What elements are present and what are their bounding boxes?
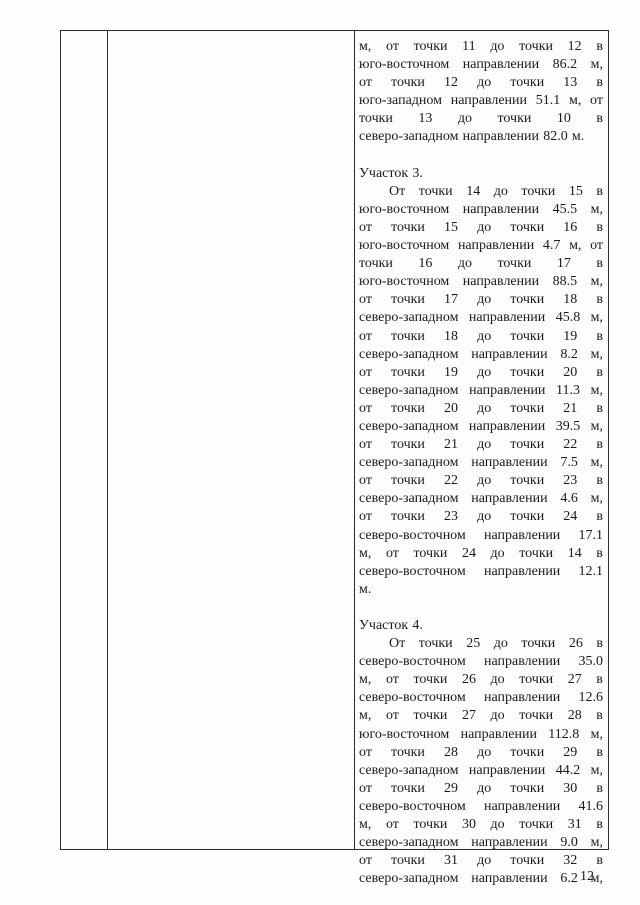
word: до bbox=[477, 744, 492, 760]
text-line bbox=[359, 563, 603, 581]
word: 28 bbox=[444, 744, 458, 760]
word: направлении bbox=[462, 57, 540, 73]
word: точки bbox=[413, 708, 448, 724]
word: 12 bbox=[444, 75, 458, 91]
word: 88.5 bbox=[552, 274, 578, 290]
text-line bbox=[359, 346, 603, 364]
word: 13 bbox=[418, 111, 433, 127]
word: м, bbox=[359, 672, 372, 688]
table-column-divider-2 bbox=[354, 31, 355, 849]
word: точки bbox=[391, 292, 425, 308]
text-line bbox=[359, 273, 603, 291]
text-line bbox=[359, 74, 603, 92]
word: точки bbox=[391, 473, 425, 489]
word: 39.5 bbox=[555, 418, 581, 434]
word: м, bbox=[590, 835, 603, 851]
word: 23 bbox=[563, 473, 578, 489]
word: 29 bbox=[563, 744, 578, 760]
word: точки bbox=[391, 75, 425, 91]
text-line bbox=[359, 436, 603, 454]
text-line bbox=[359, 653, 603, 671]
word: 10 bbox=[556, 111, 571, 127]
word: точки bbox=[510, 292, 545, 308]
word: в bbox=[596, 75, 603, 91]
word: 6.2 bbox=[560, 871, 578, 887]
word: от bbox=[359, 437, 372, 453]
word: м, bbox=[590, 201, 603, 217]
word: 12 bbox=[567, 39, 582, 54]
word: в bbox=[596, 39, 603, 54]
word: северо-восточном bbox=[359, 798, 466, 814]
word: до bbox=[477, 219, 492, 235]
table-column-divider-1 bbox=[107, 31, 108, 849]
word: 15 bbox=[568, 183, 583, 199]
word: до bbox=[477, 780, 492, 796]
word: до bbox=[477, 473, 492, 489]
word: 22 bbox=[563, 437, 578, 453]
word: направлении bbox=[483, 798, 561, 814]
word: 15 bbox=[444, 219, 458, 235]
word: точки bbox=[510, 744, 545, 760]
word: точки bbox=[413, 672, 448, 688]
word: в bbox=[596, 853, 603, 869]
word: точки bbox=[510, 364, 545, 380]
word: 27 bbox=[461, 708, 476, 724]
word: направлении bbox=[471, 346, 548, 362]
word: юго-западном bbox=[359, 93, 442, 109]
word: от bbox=[359, 328, 372, 344]
text-line bbox=[359, 255, 603, 273]
text-line bbox=[359, 816, 603, 834]
word: от bbox=[385, 708, 399, 724]
word: в bbox=[596, 473, 603, 489]
word: до bbox=[477, 853, 492, 869]
word: точки bbox=[413, 39, 448, 54]
text-line bbox=[359, 707, 603, 725]
word: направлении bbox=[468, 310, 546, 326]
word: направлении bbox=[471, 871, 548, 887]
word: от bbox=[385, 672, 399, 688]
text-line bbox=[359, 454, 603, 472]
text-line bbox=[359, 38, 603, 56]
word: 3. bbox=[412, 165, 423, 181]
word: 112.8 bbox=[548, 726, 580, 742]
word: м, bbox=[359, 39, 372, 54]
word: м, bbox=[359, 708, 372, 724]
word: от bbox=[359, 400, 372, 416]
word: 12.6 bbox=[578, 690, 603, 706]
word: 21 bbox=[444, 437, 458, 453]
word: точки bbox=[359, 256, 393, 272]
text-line bbox=[359, 527, 603, 545]
word: северо-западном bbox=[359, 418, 459, 434]
word: 30 bbox=[461, 817, 476, 833]
text-line bbox=[359, 418, 603, 436]
word: юго-восточном bbox=[359, 274, 450, 290]
word: м. bbox=[571, 129, 585, 145]
word: м, bbox=[590, 455, 603, 471]
word: точки bbox=[391, 364, 425, 380]
text-line bbox=[359, 364, 603, 382]
word: северо-восточном bbox=[359, 690, 466, 706]
word: 19 bbox=[444, 364, 458, 380]
word: 26 bbox=[461, 672, 476, 688]
word: до bbox=[490, 545, 505, 561]
word: 44.2 bbox=[555, 762, 581, 778]
word: до bbox=[457, 256, 472, 272]
word: 7.5 bbox=[560, 455, 578, 471]
word: точки bbox=[391, 853, 425, 869]
word: в bbox=[596, 509, 603, 525]
word: м, bbox=[569, 238, 582, 254]
word: направлении bbox=[468, 762, 546, 778]
text-line bbox=[359, 780, 603, 798]
text-line bbox=[359, 165, 603, 183]
word: в bbox=[596, 328, 603, 344]
word: в bbox=[596, 183, 603, 199]
word: м, bbox=[590, 871, 603, 887]
text-line bbox=[359, 635, 603, 653]
text-line bbox=[359, 744, 603, 762]
word: 30 bbox=[563, 780, 578, 796]
word: точки bbox=[413, 817, 448, 833]
word: 86.2 bbox=[552, 57, 578, 73]
word: от bbox=[590, 238, 603, 254]
word: м, bbox=[590, 274, 603, 290]
text-line bbox=[359, 309, 603, 327]
blank-line bbox=[359, 599, 603, 617]
word: в bbox=[596, 111, 603, 127]
word: направлении bbox=[462, 274, 540, 290]
word: направлении bbox=[468, 418, 546, 434]
text-line bbox=[359, 726, 603, 744]
text-line bbox=[359, 128, 603, 146]
word: точки bbox=[413, 545, 448, 561]
word: северо-западном bbox=[359, 835, 459, 851]
word: точки bbox=[510, 473, 545, 489]
text-line bbox=[359, 490, 603, 508]
text-line bbox=[359, 581, 603, 599]
word: 4.6 bbox=[560, 491, 578, 507]
word: от bbox=[359, 292, 372, 308]
word: направлении bbox=[483, 527, 561, 543]
word: 82.0 bbox=[543, 129, 568, 145]
word: От bbox=[389, 183, 406, 199]
word: от bbox=[359, 744, 372, 760]
word: от bbox=[590, 93, 603, 109]
text-line bbox=[359, 617, 603, 635]
word: северо-восточном bbox=[359, 563, 466, 579]
word: направлении bbox=[457, 238, 535, 254]
word: северо-западном bbox=[359, 871, 459, 887]
word: м, bbox=[590, 310, 603, 326]
word: м, bbox=[590, 491, 603, 507]
word: от bbox=[385, 545, 399, 561]
word: 11.3 bbox=[556, 382, 581, 398]
word: 28 bbox=[567, 708, 582, 724]
word: точки bbox=[519, 545, 554, 561]
word: м, bbox=[590, 726, 603, 742]
word: 20 bbox=[563, 364, 578, 380]
word: в bbox=[596, 219, 603, 235]
word: до bbox=[477, 364, 492, 380]
word: точки bbox=[391, 400, 425, 416]
word: в bbox=[596, 744, 603, 760]
word: до bbox=[477, 75, 492, 91]
word: м, bbox=[568, 93, 582, 109]
text-line bbox=[359, 400, 603, 418]
text-line bbox=[359, 56, 603, 74]
word: 24 bbox=[563, 509, 578, 525]
word: 17.1 bbox=[578, 527, 603, 543]
word: от bbox=[359, 75, 372, 91]
word: в bbox=[596, 364, 603, 380]
word: 25 bbox=[466, 636, 481, 652]
word: м, bbox=[590, 382, 603, 398]
word: северо-восточном bbox=[359, 654, 466, 670]
word: до bbox=[457, 111, 472, 127]
word: точки bbox=[391, 437, 425, 453]
word: точки bbox=[391, 328, 425, 344]
word: 12.1 bbox=[578, 563, 603, 579]
word: точки bbox=[510, 219, 545, 235]
text-line bbox=[359, 508, 603, 526]
word: 32 bbox=[563, 853, 578, 869]
word: направлении bbox=[462, 201, 540, 217]
word: точки bbox=[418, 636, 453, 652]
text-line bbox=[359, 762, 603, 780]
word: точки bbox=[391, 780, 425, 796]
word: 23 bbox=[444, 509, 458, 525]
word: до bbox=[490, 672, 505, 688]
document-table bbox=[60, 30, 609, 887]
word: 45.5 bbox=[552, 201, 578, 217]
text-line bbox=[359, 291, 603, 309]
word: 18 bbox=[563, 292, 578, 308]
text-line bbox=[359, 545, 603, 563]
word: 11 bbox=[462, 39, 476, 54]
word: северо-западном bbox=[359, 491, 459, 507]
word: в bbox=[596, 708, 603, 724]
word: 16 bbox=[418, 256, 433, 272]
word: юго-восточном bbox=[359, 726, 450, 742]
word: юго-восточном bbox=[359, 201, 450, 217]
word: до bbox=[493, 636, 508, 652]
word: от bbox=[386, 39, 399, 54]
word: 13 bbox=[563, 75, 578, 91]
word: 14 bbox=[567, 545, 582, 561]
word: 16 bbox=[563, 219, 578, 235]
word: точки bbox=[510, 780, 545, 796]
word: точки bbox=[391, 509, 425, 525]
word: точки bbox=[519, 817, 554, 833]
word: 17 bbox=[444, 292, 458, 308]
text-line bbox=[359, 382, 603, 400]
word: до bbox=[477, 328, 492, 344]
word: от bbox=[359, 219, 372, 235]
word: точки bbox=[510, 75, 545, 91]
word: в bbox=[596, 545, 603, 561]
word: 4.7 bbox=[542, 238, 561, 254]
word: м, bbox=[590, 762, 603, 778]
word: 45.8 bbox=[555, 310, 581, 326]
word: 9.0 bbox=[560, 835, 578, 851]
text-line bbox=[359, 798, 603, 816]
text-line bbox=[359, 852, 603, 870]
word: 31 bbox=[444, 853, 458, 869]
page-number: 12 bbox=[580, 869, 594, 884]
word: 41.6 bbox=[578, 798, 603, 814]
word: точки bbox=[391, 744, 425, 760]
word: до bbox=[477, 292, 492, 308]
word: направлении bbox=[483, 654, 561, 670]
word: направлении bbox=[462, 129, 540, 145]
word: точки bbox=[497, 111, 532, 127]
text-line bbox=[359, 237, 603, 255]
word: направлении bbox=[471, 835, 548, 851]
word: точки bbox=[418, 183, 453, 199]
word: от bbox=[359, 364, 372, 380]
word: м, bbox=[359, 545, 372, 561]
word: от bbox=[359, 780, 372, 796]
word: северо-западном bbox=[359, 455, 459, 471]
word: 22 bbox=[444, 473, 458, 489]
word: направлении bbox=[460, 726, 537, 742]
word: до bbox=[493, 183, 508, 199]
text-line bbox=[359, 201, 603, 219]
word: в bbox=[596, 400, 603, 416]
word: от bbox=[385, 817, 399, 833]
word: 21 bbox=[563, 400, 578, 416]
word: 26 bbox=[568, 636, 583, 652]
text-line bbox=[359, 183, 603, 201]
text-line bbox=[359, 671, 603, 689]
word: 29 bbox=[444, 780, 458, 796]
word: направлении bbox=[469, 382, 546, 398]
word: 35.0 bbox=[578, 654, 603, 670]
text-line bbox=[359, 110, 603, 128]
text-line bbox=[359, 870, 603, 888]
word: 17 bbox=[556, 256, 571, 272]
word: точки bbox=[510, 437, 545, 453]
word: направлении bbox=[483, 563, 561, 579]
text-line bbox=[359, 219, 603, 237]
word: м, bbox=[590, 418, 603, 434]
word: 31 bbox=[567, 817, 582, 833]
word: от bbox=[359, 473, 372, 489]
table-cell-description bbox=[359, 38, 603, 888]
text-line bbox=[359, 472, 603, 490]
text-line bbox=[359, 92, 603, 110]
text-line bbox=[359, 328, 603, 346]
word: направлении bbox=[450, 93, 528, 109]
word: в bbox=[596, 780, 603, 796]
word: точки bbox=[510, 853, 545, 869]
blank-line bbox=[359, 147, 603, 165]
word: м, bbox=[590, 346, 603, 362]
word: северо-западном bbox=[359, 382, 459, 398]
word: м. bbox=[359, 581, 372, 597]
word: до bbox=[490, 39, 505, 54]
word: до bbox=[477, 509, 492, 525]
word: точки bbox=[519, 39, 553, 54]
word: направлении bbox=[471, 455, 548, 471]
word: точки bbox=[391, 219, 425, 235]
word: От bbox=[389, 636, 406, 652]
word: 27 bbox=[567, 672, 582, 688]
word: точки bbox=[519, 708, 554, 724]
word: Участок bbox=[359, 618, 409, 633]
word: до bbox=[477, 437, 492, 453]
word: в bbox=[596, 292, 603, 308]
word: 8.2 bbox=[560, 346, 578, 362]
word: северо-западном bbox=[359, 346, 459, 362]
word: северо-восточном bbox=[359, 527, 466, 543]
word: до bbox=[490, 708, 505, 724]
word: направлении bbox=[471, 491, 548, 507]
word: от bbox=[359, 853, 372, 869]
word: в bbox=[596, 672, 603, 688]
word: 24 bbox=[461, 545, 476, 561]
word: точки bbox=[510, 328, 545, 344]
word: северо-западном bbox=[359, 129, 459, 145]
word: 14 bbox=[466, 183, 481, 199]
word: северо-западном bbox=[359, 310, 459, 326]
word: 18 bbox=[444, 328, 458, 344]
word: точки bbox=[497, 256, 532, 272]
word: в bbox=[596, 256, 603, 272]
word: в bbox=[596, 817, 603, 833]
word: от bbox=[359, 509, 372, 525]
word: в bbox=[596, 437, 603, 453]
word: 19 bbox=[563, 328, 578, 344]
word: точки bbox=[521, 183, 556, 199]
word: в bbox=[596, 636, 603, 652]
word: 51.1 bbox=[535, 93, 561, 109]
word: точки bbox=[521, 636, 556, 652]
word: точки bbox=[510, 400, 545, 416]
word: до bbox=[490, 817, 505, 833]
word: точки bbox=[510, 509, 545, 525]
text-line bbox=[359, 834, 603, 852]
word: м, bbox=[590, 57, 603, 73]
word: 4. bbox=[412, 618, 423, 633]
word: северо-западном bbox=[359, 762, 459, 778]
word: направлении bbox=[483, 690, 561, 706]
word: точки bbox=[519, 672, 554, 688]
word: м, bbox=[359, 817, 372, 833]
word: до bbox=[477, 400, 492, 416]
word: 20 bbox=[444, 400, 458, 416]
word: Участок bbox=[359, 165, 409, 181]
word: юго-восточном bbox=[359, 238, 450, 254]
text-line bbox=[359, 689, 603, 707]
word: юго-восточном bbox=[359, 57, 450, 73]
word: точки bbox=[359, 111, 393, 127]
